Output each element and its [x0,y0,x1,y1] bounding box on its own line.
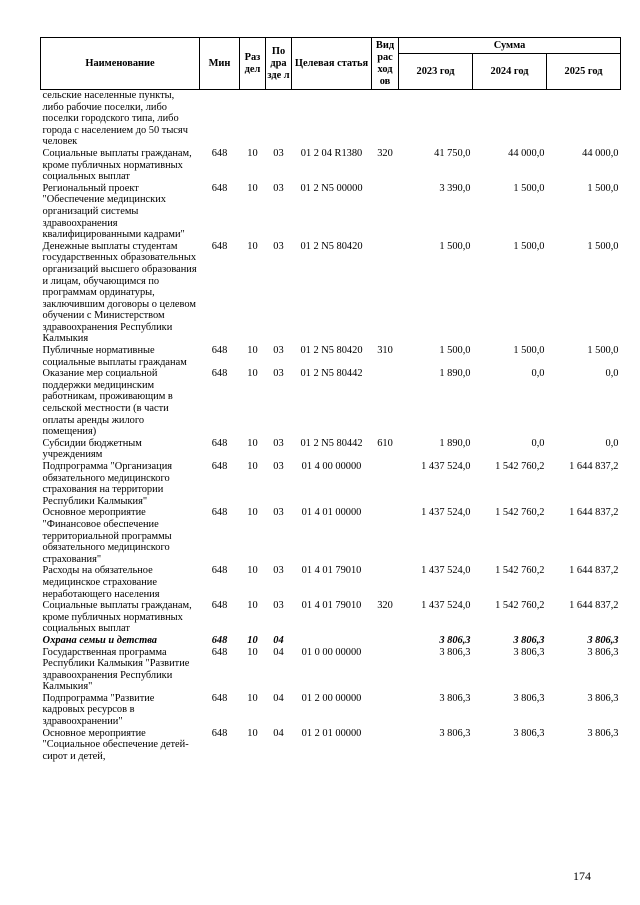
cell-name: Оказание мер социальной поддержки медицинским работникам, проживающим в сельской местности (в части оплаты аренды жилого помещения) [42,368,173,438]
cell-name: Расходы на обязательное медицинское страхование неработающего населения [42,565,160,600]
cell-razdel: 10 [247,727,258,739]
cell-min [200,90,240,148]
cell-sum-2024: 1 500,0 [513,345,545,357]
cell-sum-2025: 0,0 [605,368,619,380]
cell-sum-2024: 1 542 760,2 [495,507,545,519]
cell-min: 648 [211,692,228,704]
cell-sum-2023: 1 437 524,0 [421,461,471,472]
cell-sum-2024: 0,0 [531,437,545,449]
table-row [41,635,621,647]
header-2024: 2024 год [473,54,547,90]
cell-sum-2025: 3 806,3 [587,727,619,739]
header-name: Наименование [41,38,200,90]
cell-vid [372,90,399,148]
cell-min: 648 [211,646,228,658]
cell-min: 648 [211,565,228,577]
cell-razdel: 10 [247,437,258,449]
cell-sum-2025: 3 806,3 [587,692,619,704]
cell-sum-2023: 1 500,0 [439,240,471,252]
cell-name: Основное мероприятие "Социальное обеспечение детей-сирот и детей, [42,727,189,762]
cell-target: 01 2 N5 80442 [300,368,363,380]
cell-sum-2025: 3 806,3 [587,634,619,646]
cell-sum-2024: 0,0 [531,368,545,380]
table-row [41,728,621,763]
table-row [41,438,621,461]
table-row [41,241,621,345]
cell-razdel: 10 [247,182,258,194]
cell-podrazdel [266,90,292,148]
cell-target: 01 4 01 79010 [301,565,362,577]
cell-razdel: 10 [247,565,258,577]
cell-vid [372,728,399,763]
header-vid: Вид рас ход ов [372,38,399,90]
cell-podrazdel: 03 [273,600,284,612]
cell-sum-2025: 1 500,0 [587,345,619,357]
cell-sum-2025: 0,0 [605,437,619,449]
cell-sum-2024: 44 000,0 [508,147,545,159]
cell-sum-2023: 1 890,0 [439,368,471,380]
table-row [41,693,621,728]
cell-target: 01 4 01 79010 [301,600,362,612]
cell-sum-2025 [547,90,621,148]
cell-razdel: 10 [247,147,258,159]
cell-target: 01 2 01 00000 [301,727,362,739]
table-row [41,148,621,183]
page-number: 174 [573,869,591,883]
cell-sum-2025: 3 806,3 [587,646,619,658]
cell-target: 01 2 04 R1380 [300,147,363,159]
table-body [41,90,621,763]
cell-min: 648 [211,600,228,612]
cell-razdel: 10 [247,634,258,646]
cell-vid: 320 [377,147,393,159]
cell-podrazdel: 03 [273,182,284,194]
table-row [41,90,621,148]
header-2023: 2023 год [399,54,473,90]
cell-name: Региональный проект "Обеспечение медицинских организаций системы здравоохранения квалифицированными кадрами" [42,182,185,241]
cell-target: 01 2 N5 80420 [300,345,363,357]
cell-sum-2023: 41 750,0 [434,147,471,159]
cell-sum-2024: 1 542 760,2 [495,565,545,577]
cell-sum-2023: 1 890,0 [439,437,471,449]
cell-target: 01 4 00 00000 [301,461,362,472]
table-row [41,647,621,693]
cell-sum-2023: 3 806,3 [439,634,471,646]
header-min: Мин [200,38,240,90]
cell-target: 01 0 00 00000 [301,646,362,658]
cell-razdel: 10 [247,345,258,357]
table-row [41,368,621,438]
cell-razdel: 10 [247,461,258,472]
cell-sum-2024: 3 806,3 [513,634,545,646]
cell-min: 648 [211,507,228,519]
cell-sum-2023: 1 437 524,0 [421,507,471,519]
cell-min: 648 [211,437,228,449]
cell-min: 648 [211,345,228,357]
cell-razdel: 10 [247,646,258,658]
cell-target: 01 2 N5 80442 [300,437,363,449]
table-row [41,600,621,635]
cell-min: 648 [211,240,228,252]
table-row [41,507,621,565]
cell-min: 648 [211,147,228,159]
cell-target: 01 2 00 00000 [301,692,362,704]
header-podrazdel: По дра зде л [266,38,292,90]
cell-name: Государственная программа Республики Калмыкия "Развитие здравоохранения Республики Калмыкия" [42,646,190,693]
cell-target [292,90,372,148]
table-row [41,565,621,600]
cell-name: Публичные нормативные социальные выплаты гражданам [42,345,187,368]
cell-sum-2024: 3 806,3 [513,646,545,658]
cell-podrazdel: 03 [273,147,284,159]
budget-table [40,37,621,762]
cell-vid [372,368,399,438]
cell-min: 648 [211,727,228,739]
cell-podrazdel: 03 [273,240,284,252]
cell-podrazdel: 04 [273,727,284,739]
cell-sum-2025: 1 500,0 [587,240,619,252]
table-row [41,345,621,368]
cell-min: 648 [211,461,228,472]
cell-name: Охрана семьи и детства [42,634,157,646]
cell-name: Подпрограмма "Организация обязательного медицинского страхования на территории Республики Калмыкия" [42,461,173,507]
cell-sum-2023: 1 437 524,0 [421,565,471,577]
cell-sum-2023: 3 806,3 [439,646,471,658]
cell-sum-2024: 3 806,3 [513,727,545,739]
cell-razdel: 10 [247,507,258,519]
cell-target [292,635,372,647]
cell-name: Социальные выплаты гражданам, кроме публичных нормативных социальных выплат [42,147,192,183]
table-row [41,461,621,507]
cell-razdel: 10 [247,240,258,252]
cell-sum-2023: 3 806,3 [439,692,471,704]
cell-vid [372,647,399,693]
cell-podrazdel: 04 [273,692,284,704]
cell-podrazdel: 03 [273,368,284,380]
cell-podrazdel: 03 [273,507,284,519]
cell-vid: 610 [377,437,393,449]
cell-sum-2023: 1 437 524,0 [421,600,471,612]
cell-razdel: 10 [247,368,258,380]
cell-vid [372,183,399,241]
cell-sum-2023: 1 500,0 [439,345,471,357]
cell-vid [372,693,399,728]
cell-vid [372,241,399,345]
cell-sum-2025: 1 644 837,2 [569,461,619,472]
cell-podrazdel: 04 [273,646,284,658]
cell-name: Основное мероприятие "Финансовое обеспечение территориальной программы обязательного медицинского страхования" [42,507,172,565]
cell-target: 01 2 N5 80420 [300,240,363,252]
cell-podrazdel: 03 [273,345,284,357]
cell-sum-2023: 3 806,3 [439,727,471,739]
table-row [41,183,621,241]
cell-vid [372,635,399,647]
cell-sum-2025: 1 644 837,2 [569,507,619,519]
cell-name: сельские населенные пункты, либо рабочие поселки, либо поселки городского типа, либо города с населением до 50 тысяч человек [42,90,188,148]
cell-sum-2023 [399,90,473,148]
cell-sum-2025: 1 500,0 [587,182,619,194]
cell-name: Денежные выплаты студентам государственных образовательных организаций высшего образования и лицам, обучающимся по программам ординатуры, заключившим договоры о целевом обучении с Министерством здравоохранения Республики Калмыкия [42,240,197,345]
cell-name: Социальные выплаты гражданам, кроме публичных нормативных социальных выплат [42,600,192,635]
cell-razdel: 10 [247,600,258,612]
cell-vid [372,461,399,507]
cell-sum-2023: 3 390,0 [439,182,471,194]
cell-vid [372,507,399,565]
cell-sum-2025: 1 644 837,2 [569,565,619,577]
cell-min: 648 [211,182,228,194]
header-target: Целевая статья [292,38,372,90]
cell-vid [372,565,399,600]
cell-podrazdel: 03 [273,565,284,577]
cell-podrazdel: 03 [273,437,284,449]
cell-sum-2025: 44 000,0 [582,147,619,159]
cell-target: 01 2 N5 00000 [300,182,363,194]
cell-vid: 320 [377,600,393,612]
cell-min: 648 [211,634,228,646]
cell-sum-2024: 1 542 760,2 [495,461,545,472]
cell-name: Субсидии бюджетным учреждениям [42,437,142,461]
cell-target: 01 4 01 00000 [301,507,362,519]
cell-sum-2024 [473,90,547,148]
header-razdel: Раз дел [240,38,266,90]
cell-sum-2024: 3 806,3 [513,692,545,704]
cell-podrazdel: 03 [273,461,284,472]
cell-name: Подпрограмма "Развитие кадровых ресурсов в здравоохранении" [42,692,155,728]
cell-podrazdel: 04 [273,634,284,646]
table-header [41,38,621,90]
cell-sum-2024: 1 542 760,2 [495,600,545,612]
cell-sum-2025: 1 644 837,2 [569,600,619,612]
header-sum: Сумма [399,38,621,54]
header-2025: 2025 год [547,54,621,90]
cell-razdel: 10 [247,692,258,704]
cell-min: 648 [211,368,228,380]
cell-razdel [240,90,266,148]
cell-sum-2024: 1 500,0 [513,240,545,252]
cell-sum-2024: 1 500,0 [513,182,545,194]
cell-vid: 310 [377,345,393,357]
